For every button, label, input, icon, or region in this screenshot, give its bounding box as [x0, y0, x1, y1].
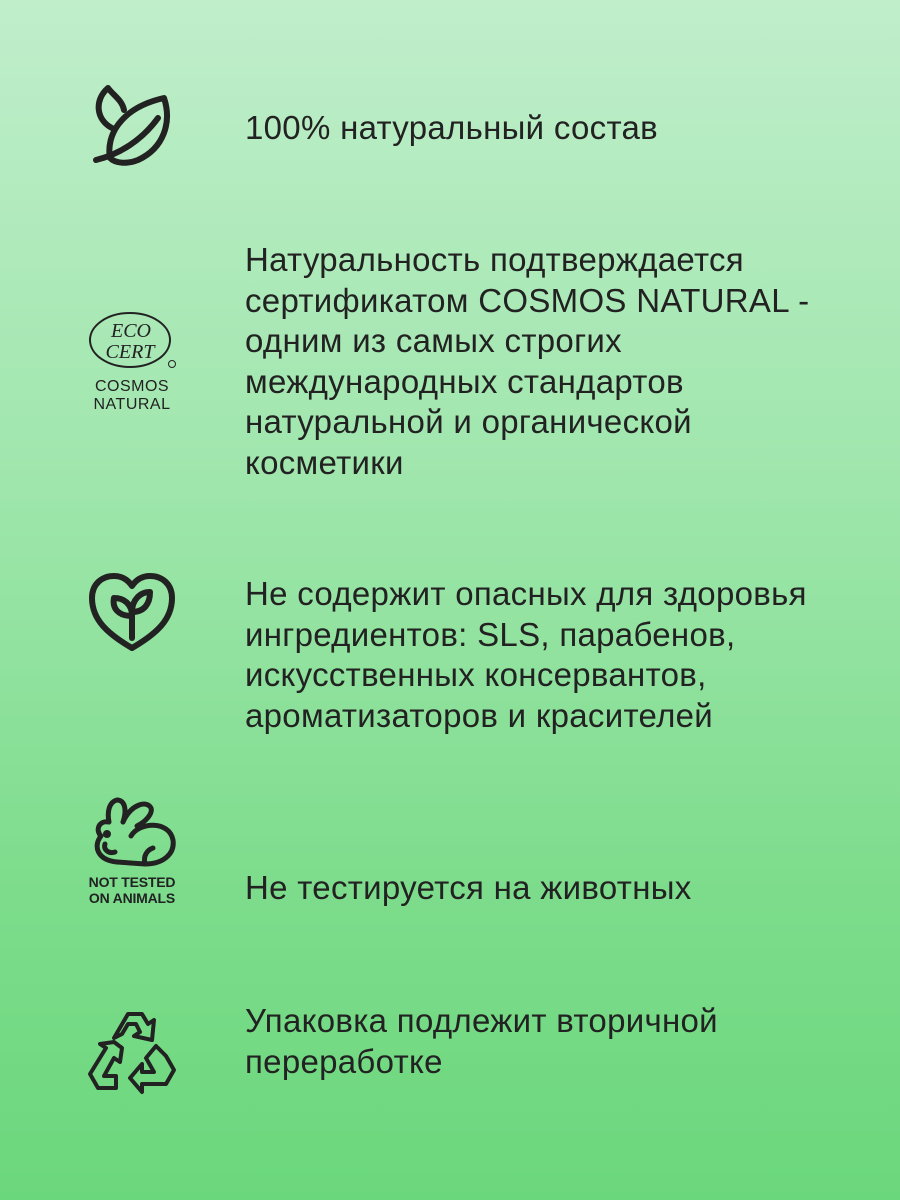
recycle-icon: [82, 1006, 182, 1096]
ecocert-logo-line1: ECO: [111, 320, 151, 342]
feature-text: 100% натуральный состав: [245, 109, 658, 146]
feature-text: Натуральность подтверждается сертификатом COSMOS NATURAL - одним из самых строгих международных стандартов натуральной и органической косметики: [245, 241, 810, 481]
leaf-icon: [82, 78, 182, 174]
feature-text: Не тестируется на животных: [245, 869, 692, 906]
cosmos-natural-caption: COSMOS NATURAL: [93, 378, 171, 414]
heart-sprout-icon: [82, 572, 182, 652]
rabbit-icon: [82, 796, 182, 906]
feature-text: Не содержит опасных для здоровья ингредиентов: SLS, парабенов, искусственных консервантов, ароматизаторов и красителей: [245, 575, 807, 734]
ecocert-logo: [82, 308, 182, 415]
not-tested-caption: NOT TESTED ON ANIMALS: [88, 874, 176, 907]
feature-text: Упаковка подлежит вторичной переработке: [245, 1002, 718, 1080]
ecocert-logo-line2: CERT: [105, 341, 155, 363]
